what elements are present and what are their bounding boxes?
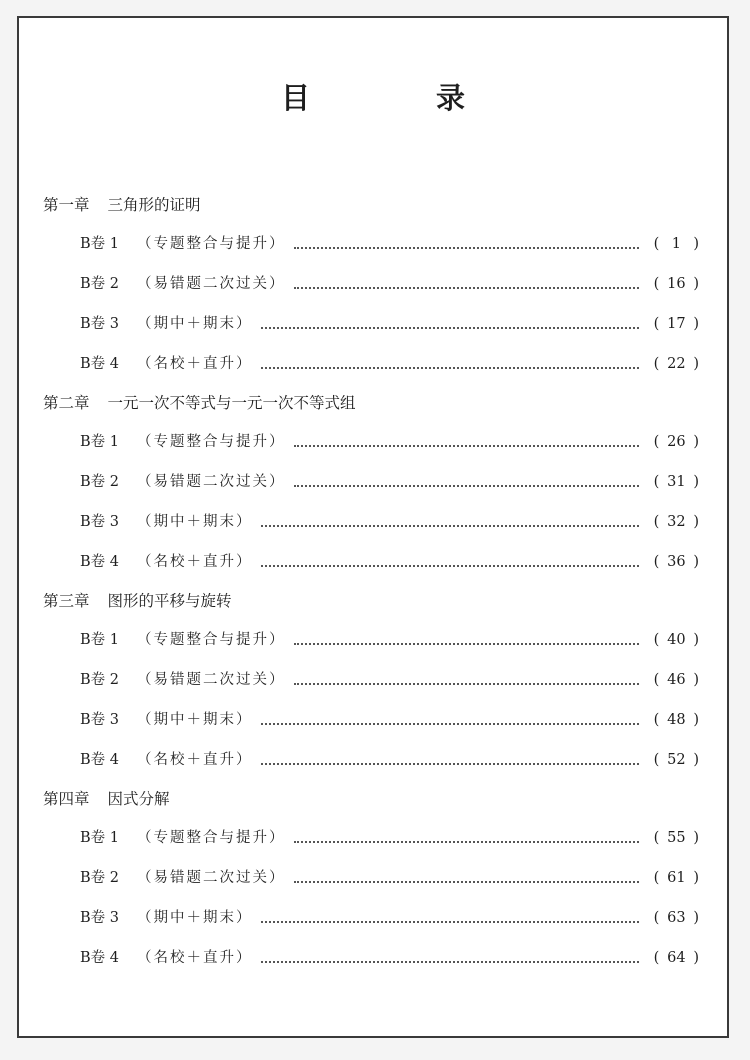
dot-leader bbox=[294, 445, 640, 447]
page-number bbox=[645, 700, 705, 740]
volume-description: （易错题二次过关） bbox=[137, 672, 286, 688]
toc-entry bbox=[43, 304, 705, 344]
toc-entry bbox=[43, 264, 705, 304]
entry-label bbox=[80, 700, 253, 740]
chapter-heading bbox=[43, 384, 705, 422]
entry-label bbox=[80, 422, 286, 462]
close-paren: ) bbox=[693, 950, 699, 966]
page-number bbox=[645, 740, 705, 780]
volume-label: B卷 2 bbox=[80, 672, 119, 688]
toc-entry bbox=[43, 620, 705, 660]
chapter-name: 一元一次不等式与一元一次不等式组 bbox=[107, 394, 356, 412]
close-paren: ) bbox=[693, 712, 699, 728]
volume-label: B卷 1 bbox=[80, 434, 119, 450]
page-number bbox=[645, 660, 705, 700]
volume-label: B卷 3 bbox=[80, 712, 119, 728]
toc-entry bbox=[43, 344, 705, 384]
close-paren: ) bbox=[693, 316, 699, 332]
page-number bbox=[645, 938, 705, 978]
toc-entry bbox=[43, 224, 705, 264]
dot-leader bbox=[294, 247, 640, 249]
toc-entry bbox=[43, 740, 705, 780]
volume-description: （期中＋期末） bbox=[137, 514, 253, 530]
entry-label bbox=[80, 542, 253, 582]
page-number-value: 26 bbox=[667, 434, 686, 450]
volume-description: （专题整合与提升） bbox=[137, 830, 286, 846]
open-paren: ( bbox=[653, 236, 660, 252]
dot-leader bbox=[294, 841, 640, 843]
volume-label: B卷 4 bbox=[80, 356, 119, 372]
volume-description: （期中＋期末） bbox=[137, 712, 253, 728]
volume-label: B卷 2 bbox=[80, 276, 119, 292]
chapter-number: 第四章 bbox=[43, 790, 90, 808]
volume-label: B卷 1 bbox=[80, 632, 119, 648]
entry-label bbox=[80, 224, 286, 264]
volume-label: B卷 3 bbox=[80, 514, 119, 530]
page-number bbox=[645, 542, 705, 582]
page-number-value: 55 bbox=[667, 830, 686, 846]
open-paren: ( bbox=[653, 276, 660, 292]
page-number-value: 40 bbox=[667, 632, 686, 648]
entry-label bbox=[80, 898, 253, 938]
volume-description: （专题整合与提升） bbox=[137, 632, 286, 648]
page-number-value: 52 bbox=[667, 752, 686, 768]
page-number bbox=[645, 422, 705, 462]
volume-description: （专题整合与提升） bbox=[137, 434, 286, 450]
page-number-value: 36 bbox=[667, 554, 686, 570]
page-number bbox=[645, 858, 705, 898]
entry-label bbox=[80, 344, 253, 384]
entry-label bbox=[80, 620, 286, 660]
dot-leader bbox=[261, 723, 640, 725]
toc-entry bbox=[43, 502, 705, 542]
close-paren: ) bbox=[693, 434, 699, 450]
page-number bbox=[645, 344, 705, 384]
entry-label bbox=[80, 938, 253, 978]
volume-label: B卷 4 bbox=[80, 554, 119, 570]
chapter-name: 三角形的证明 bbox=[107, 196, 201, 214]
chapter-name: 因式分解 bbox=[107, 790, 170, 808]
page-number bbox=[645, 224, 705, 264]
page-number bbox=[645, 304, 705, 344]
page-number bbox=[645, 818, 705, 858]
entry-label bbox=[80, 462, 286, 502]
open-paren: ( bbox=[653, 316, 660, 332]
toc-entry bbox=[43, 938, 705, 978]
dot-leader bbox=[294, 643, 640, 645]
dot-leader bbox=[261, 327, 640, 329]
open-paren: ( bbox=[653, 752, 660, 768]
chapter-number: 第一章 bbox=[43, 196, 90, 214]
open-paren: ( bbox=[653, 712, 660, 728]
volume-description: （易错题二次过关） bbox=[137, 276, 286, 292]
dot-leader bbox=[261, 961, 640, 963]
volume-label: B卷 3 bbox=[80, 910, 119, 926]
close-paren: ) bbox=[693, 752, 699, 768]
open-paren: ( bbox=[653, 632, 660, 648]
entry-label bbox=[80, 858, 286, 898]
dot-leader bbox=[294, 485, 640, 487]
open-paren: ( bbox=[653, 356, 660, 372]
entry-label bbox=[80, 304, 253, 344]
table-of-contents bbox=[43, 186, 705, 978]
page-number bbox=[645, 502, 705, 542]
page-number-value: 46 bbox=[667, 672, 686, 688]
chapter-number: 第二章 bbox=[43, 394, 90, 412]
dot-leader bbox=[261, 367, 640, 369]
document-page bbox=[17, 16, 729, 1038]
close-paren: ) bbox=[693, 632, 699, 648]
toc-entry bbox=[43, 700, 705, 740]
chapter-heading bbox=[43, 186, 705, 224]
volume-label: B卷 1 bbox=[80, 830, 119, 846]
toc-entry bbox=[43, 422, 705, 462]
volume-description: （易错题二次过关） bbox=[137, 474, 286, 490]
volume-label: B卷 2 bbox=[80, 870, 119, 886]
close-paren: ) bbox=[693, 830, 699, 846]
open-paren: ( bbox=[653, 474, 660, 490]
dot-leader bbox=[294, 683, 640, 685]
volume-description: （易错题二次过关） bbox=[137, 870, 286, 886]
volume-description: （名校＋直升） bbox=[137, 752, 253, 768]
entry-label bbox=[80, 502, 253, 542]
page-number-value: 64 bbox=[667, 950, 686, 966]
volume-description: （名校＋直升） bbox=[137, 554, 253, 570]
volume-label: B卷 4 bbox=[80, 950, 119, 966]
toc-entry bbox=[43, 898, 705, 938]
toc-entry bbox=[43, 660, 705, 700]
dot-leader bbox=[261, 525, 640, 527]
page-number bbox=[645, 620, 705, 660]
close-paren: ) bbox=[693, 870, 699, 886]
chapter-number: 第三章 bbox=[43, 592, 90, 610]
open-paren: ( bbox=[653, 672, 660, 688]
open-paren: ( bbox=[653, 950, 660, 966]
open-paren: ( bbox=[653, 434, 660, 450]
toc-entry bbox=[43, 818, 705, 858]
close-paren: ) bbox=[693, 236, 699, 252]
close-paren: ) bbox=[693, 910, 699, 926]
page-number bbox=[645, 462, 705, 502]
close-paren: ) bbox=[693, 554, 699, 570]
page-title: 目 录 bbox=[280, 81, 524, 115]
open-paren: ( bbox=[653, 870, 660, 886]
entry-label bbox=[80, 818, 286, 858]
toc-entry bbox=[43, 858, 705, 898]
open-paren: ( bbox=[653, 554, 660, 570]
page-number-value: 22 bbox=[667, 356, 686, 372]
close-paren: ) bbox=[693, 672, 699, 688]
page-number-value: 32 bbox=[667, 514, 686, 530]
volume-label: B卷 4 bbox=[80, 752, 119, 768]
dot-leader bbox=[294, 881, 640, 883]
open-paren: ( bbox=[653, 514, 660, 530]
close-paren: ) bbox=[693, 356, 699, 372]
dot-leader bbox=[294, 287, 640, 289]
chapter-heading bbox=[43, 582, 705, 620]
volume-label: B卷 3 bbox=[80, 316, 119, 332]
close-paren: ) bbox=[693, 514, 699, 530]
close-paren: ) bbox=[693, 276, 699, 292]
open-paren: ( bbox=[653, 830, 660, 846]
page-number-value: 1 bbox=[671, 236, 681, 252]
page-number-value: 31 bbox=[667, 474, 686, 490]
chapter-name: 图形的平移与旋转 bbox=[107, 592, 232, 610]
page-number bbox=[645, 898, 705, 938]
volume-label: B卷 2 bbox=[80, 474, 119, 490]
entry-label bbox=[80, 660, 286, 700]
toc-entry bbox=[43, 542, 705, 582]
volume-description: （专题整合与提升） bbox=[137, 236, 286, 252]
dot-leader bbox=[261, 763, 640, 765]
volume-description: （期中＋期末） bbox=[137, 910, 253, 926]
page-number-value: 61 bbox=[667, 870, 686, 886]
open-paren: ( bbox=[653, 910, 660, 926]
page-number-value: 17 bbox=[667, 316, 686, 332]
volume-description: （名校＋直升） bbox=[137, 950, 253, 966]
page-number bbox=[645, 264, 705, 304]
page-number-value: 48 bbox=[667, 712, 686, 728]
page-number-value: 16 bbox=[667, 276, 686, 292]
volume-description: （期中＋期末） bbox=[137, 316, 253, 332]
entry-label bbox=[80, 740, 253, 780]
chapter-heading bbox=[43, 780, 705, 818]
volume-label: B卷 1 bbox=[80, 236, 119, 252]
entry-label bbox=[80, 264, 286, 304]
dot-leader bbox=[261, 565, 640, 567]
dot-leader bbox=[261, 921, 640, 923]
volume-description: （名校＋直升） bbox=[137, 356, 253, 372]
close-paren: ) bbox=[693, 474, 699, 490]
toc-entry bbox=[43, 462, 705, 502]
page-number-value: 63 bbox=[667, 910, 686, 926]
